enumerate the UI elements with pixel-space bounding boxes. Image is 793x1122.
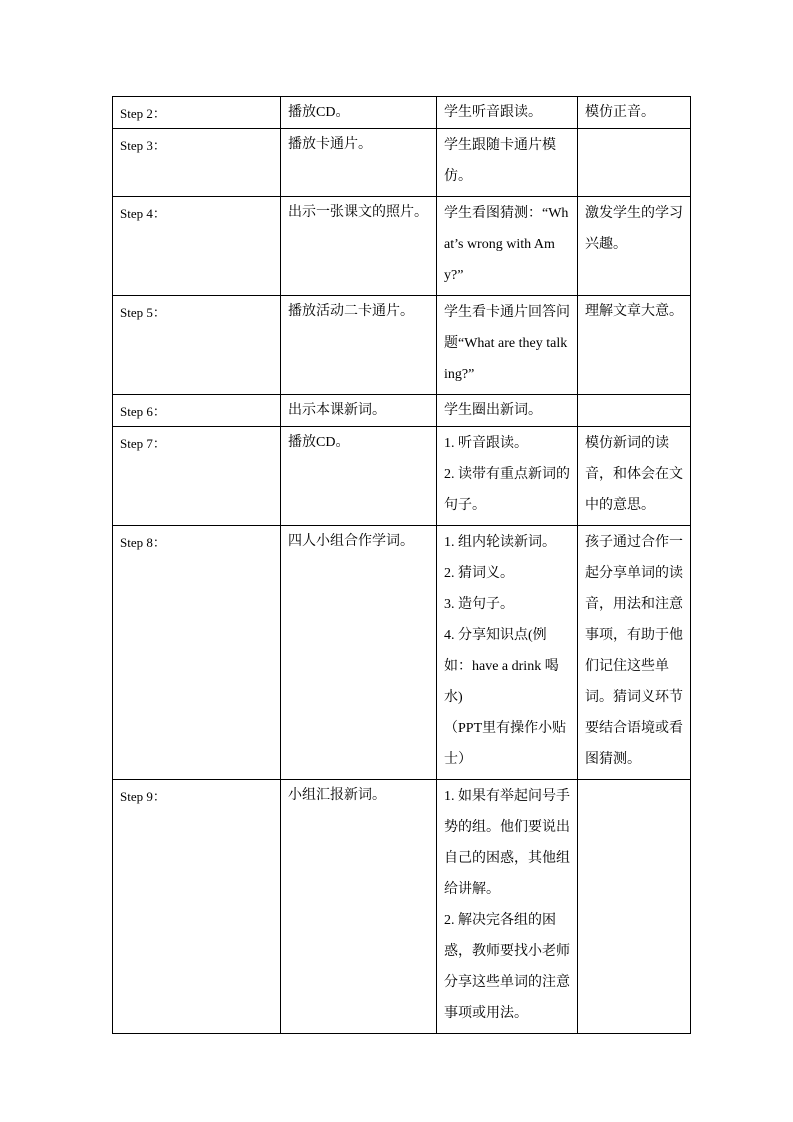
student-activity-line: 学生看卡通片回答问题“What are they talking?” [444, 305, 570, 382]
teacher-activity-cell: 出示本课新词。 [281, 395, 437, 427]
student-activity-cell [437, 427, 578, 526]
teacher-activity-cell: 小组汇报新词。 [281, 780, 437, 1034]
purpose-cell [578, 780, 691, 1034]
purpose-cell: 孩子通过合作一起分享单词的读音，用法和注意事项，有助于他们记住这些单词。猜词义环节要结合语境或看图猜测。 [578, 526, 691, 780]
purpose-cell [578, 129, 691, 197]
teacher-activity-cell: 播放CD。 [281, 97, 437, 129]
table-row [113, 395, 691, 427]
step-cell: Step 7： [113, 427, 281, 526]
student-activity-cell [437, 296, 578, 395]
step-cell: Step 5： [113, 296, 281, 395]
purpose-cell: 激发学生的学习兴趣。 [578, 197, 691, 296]
student-activity-line: 2. 解决完各组的困惑，教师要找小老师分享这些单词的注意事项或用法。 [444, 913, 570, 1021]
table-row [113, 97, 691, 129]
purpose-cell: 模仿新词的读音，和体会在文中的意思。 [578, 427, 691, 526]
lesson-steps-table [112, 96, 691, 1034]
student-activity-line: （PPT里有操作小贴士） [444, 721, 567, 767]
purpose-cell [578, 395, 691, 427]
table-row [113, 197, 691, 296]
student-activity-line: 1. 组内轮读新词。 [444, 535, 556, 550]
step-cell: Step 4： [113, 197, 281, 296]
teacher-activity-cell: 播放CD。 [281, 427, 437, 526]
teacher-activity-cell: 出示一张课文的照片。 [281, 197, 437, 296]
teacher-activity-cell: 播放卡通片。 [281, 129, 437, 197]
purpose-cell: 模仿正音。 [578, 97, 691, 129]
step-cell: Step 3： [113, 129, 281, 197]
table-row [113, 129, 691, 197]
table-row [113, 427, 691, 526]
step-cell: Step 6： [113, 395, 281, 427]
student-activity-cell [437, 129, 578, 197]
step-cell: Step 2： [113, 97, 281, 129]
step-cell: Step 9： [113, 780, 281, 1034]
student-activity-cell [437, 197, 578, 296]
table-row [113, 296, 691, 395]
student-activity-line: 1. 听音跟读。 [444, 436, 528, 451]
student-activity-line: 学生圈出新词。 [444, 403, 542, 418]
table-row [113, 526, 691, 780]
student-activity-line: 学生看图猜测：“What’s wrong with Amy?” [444, 206, 569, 283]
student-activity-line: 4. 分享知识点(例如：have a drink 喝水) [444, 628, 559, 705]
table-row [113, 780, 691, 1034]
student-activity-line: 学生听音跟读。 [444, 105, 542, 120]
student-activity-line: 2. 猜词义。 [444, 566, 514, 581]
student-activity-cell [437, 780, 578, 1034]
purpose-cell: 理解文章大意。 [578, 296, 691, 395]
teacher-activity-cell: 播放活动二卡通片。 [281, 296, 437, 395]
step-cell: Step 8： [113, 526, 281, 780]
student-activity-line: 3. 造句子。 [444, 597, 514, 612]
student-activity-line: 1. 如果有举起问号手势的组。他们要说出自己的困惑，其他组给讲解。 [444, 789, 570, 897]
student-activity-line: 学生跟随卡通片模仿。 [444, 138, 556, 184]
student-activity-cell [437, 97, 578, 129]
student-activity-cell [437, 526, 578, 780]
teacher-activity-cell: 四人小组合作学词。 [281, 526, 437, 780]
student-activity-cell [437, 395, 578, 427]
student-activity-line: 2. 读带有重点新词的句子。 [444, 467, 570, 513]
